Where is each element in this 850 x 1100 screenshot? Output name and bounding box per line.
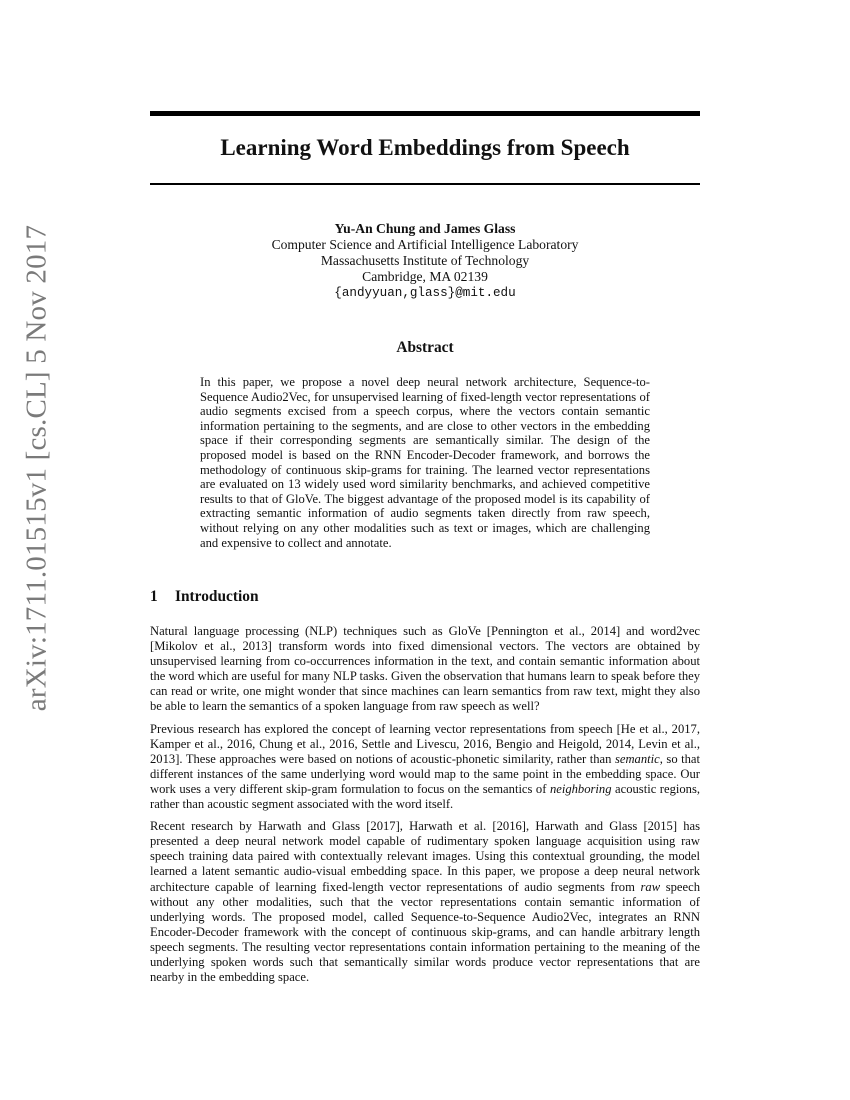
paragraph-text: , so that different instances of the same underlying word would map to the same point in the embedding space. Our work uses a very different skip-gram formulation to focus on the semantics of [150, 751, 701, 796]
paragraph-text: Natural language processing (NLP) techniques such as GloVe [Pennington et al., 2014] and word2vec [Mikolov et al., 2013] transform words into fixed dimensional vectors. The vectors are obtained by unsupervised learning from co-occurrences information in the text, and contain semantic information about the word which are useful for many NLP tasks. Given the observation that humans learn to speak before they can read or write, one might wonder that since machines can learn semantics from raw text, might they also be able to learn the semantics of a spoken language from raw speech as well? [150, 624, 700, 714]
title-bottom-rule [150, 183, 700, 185]
abstract-text: In this paper, we propose a novel deep neural network architecture, Sequence-to-Sequence Audio2Vec, for unsupervised learning of fixed-length vector representations of audio segments excised from a speech corpus, where the vectors contain semantic information pertaining to the segments, and are close to other vectors in the embedding space if their corresponding segments are semantically similar. The design of the proposed model is based on the RNN Encoder-Decoder framework, and borrows the methodology of continuous skip-grams for training. The learned vector representations are evaluated on 13 widely used word similarity benchmarks, and achieved competitive results to that of GloVe. The biggest advantage of the proposed model is its capability of extracting semantic information of audio segments taken directly from raw speech, without relying on any other modalities such as text or images, which are challenging and expensive to collect and annotate. [200, 375, 650, 550]
abstract-heading: Abstract [396, 339, 454, 356]
arxiv-identifier-stamp: arXiv:1711.01515v1 [cs.CL] 5 Nov 2017 [20, 224, 53, 712]
author-names: Yu-An Chung and James Glass [334, 221, 516, 236]
introduction-body [150, 624, 700, 992]
paragraph [150, 819, 700, 985]
affiliation-line: Massachusetts Institute of Technology [320, 253, 530, 268]
emphasis-text: neighboring [549, 781, 612, 796]
author-email: {andyyuan,glass}@mit.edu [334, 286, 516, 300]
section-heading-introduction [150, 588, 700, 606]
affiliation-line: Computer Science and Artificial Intelligence Laboratory [271, 237, 579, 252]
paragraph-text: Recent research by Harwath and Glass [2017], Harwath et al. [2016], Harwath and Glass [2015] has presented a deep neural network model capable of rudimentary spoken language acquisition using raw speech training data paired with contextually relevant images. Using this contextual grounding, the model learned a latent semantic audio-visual embedding space. In this paper, we propose a deep neural network architecture capable of learning fixed-length vector representations of audio segments from [150, 819, 700, 894]
paragraph-text: speech without any other modalities, such that the vector representations contain semantic information of underlying words. The proposed model, called Sequence-to-Sequence Audio2Vec, integrates an RNN Encoder-Decoder framework with the concept of continuous skip-grams, and can handle arbitrary length speech segments. The resulting vector representations contain information pertaining to the meaning of the underlying spoken words such that semantically similar words produce vector representations that are nearby in the embedding space. [150, 879, 700, 985]
paragraph-text: Previous research has explored the concept of learning vector representations from speech [He et al., 2017, Kamper et al., 2016, Chung et al., 2016, Settle and Livescu, 2016, Bengio and Heigold, 2014, Levin et al., 2013]. These approaches were based on notions of acoustic-phonetic similarity, rather than [150, 721, 700, 766]
emphasis-text: raw [640, 879, 661, 894]
affiliation-line: Cambridge, MA 02139 [362, 269, 488, 284]
paragraph [150, 624, 700, 715]
paragraph-text: acoustic regions, rather than acoustic segment associated with the word itself. [150, 781, 701, 812]
emphasis-text: semantic [614, 751, 660, 766]
section-title: Introduction [175, 588, 259, 605]
section-number: 1 [150, 588, 158, 605]
paper-title: Learning Word Embeddings from Speech [220, 135, 630, 160]
paragraph [150, 722, 700, 813]
author-block [150, 221, 700, 301]
title-top-rule [150, 111, 700, 116]
